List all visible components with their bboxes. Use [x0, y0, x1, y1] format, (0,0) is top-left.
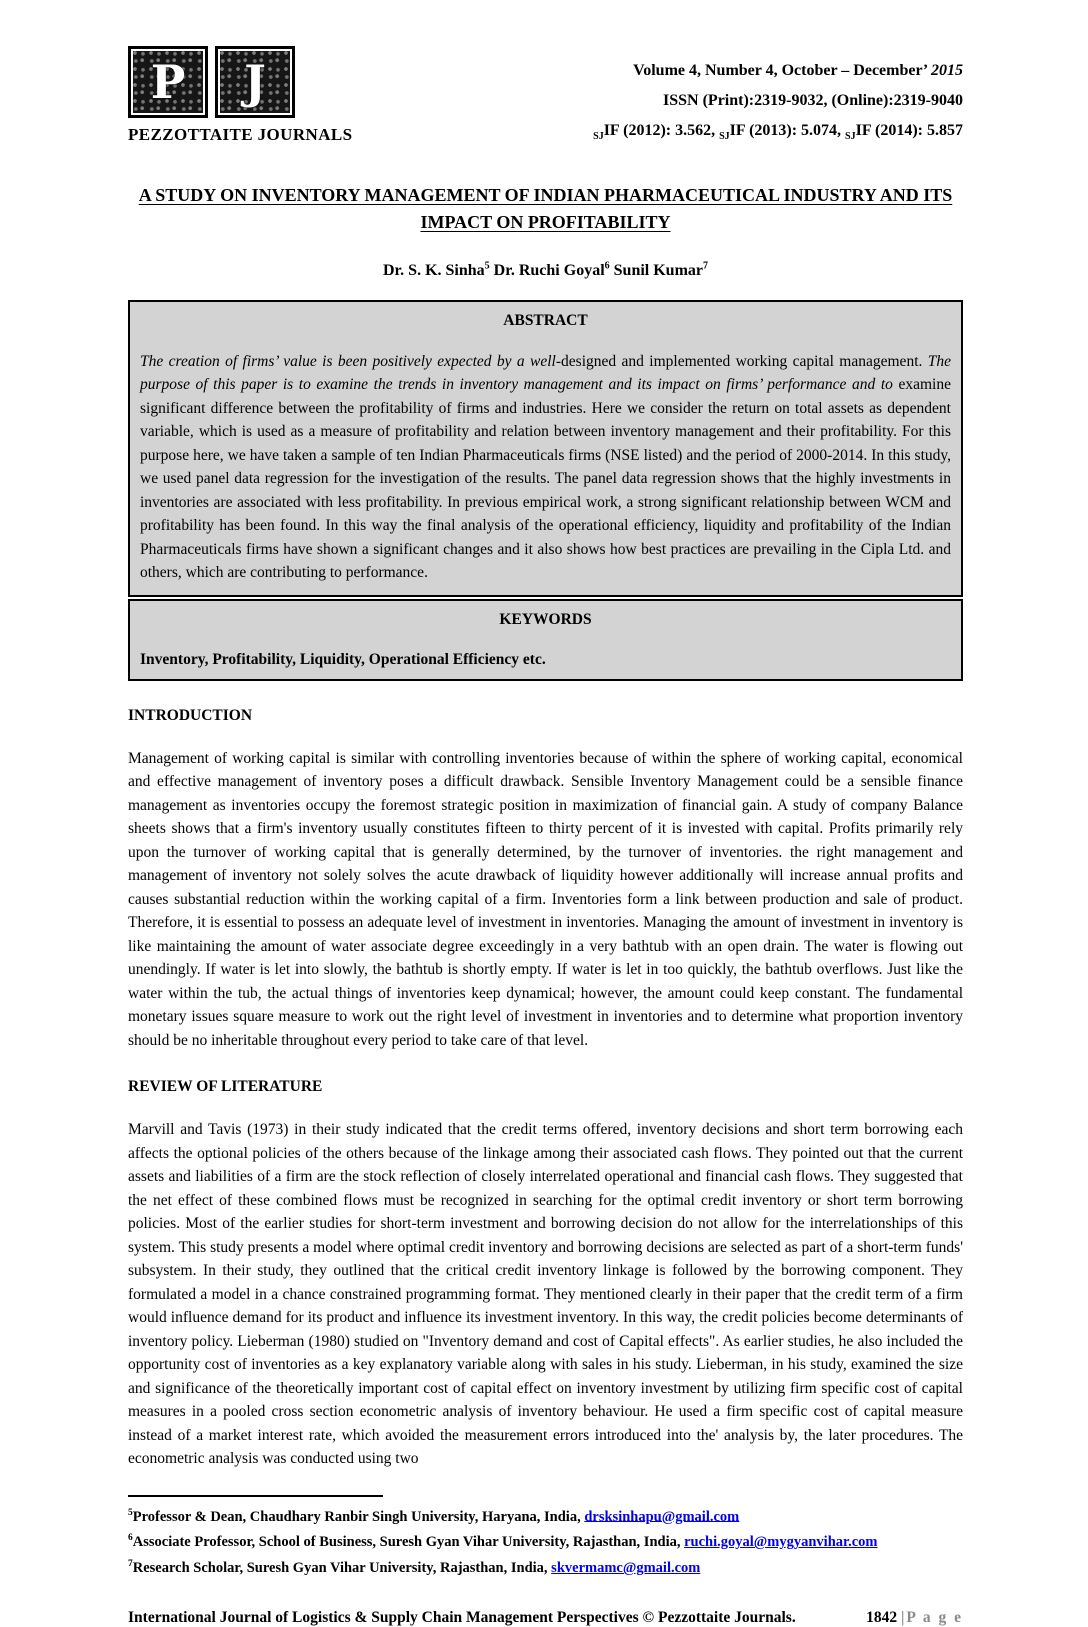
email-link-goyal[interactable]: ruchi.goyal@mygyanvihar.com — [684, 1534, 878, 1551]
sjif-text-3: IF (2014): 5.857 — [855, 122, 963, 139]
footnote-separator — [128, 1495, 383, 1497]
author-1 — [383, 262, 490, 279]
abstract-heading: ABSTRACT — [503, 311, 588, 329]
introduction-heading: INTRODUCTION — [128, 706, 253, 724]
abstract-text — [140, 350, 951, 585]
author-1-affiliation-ref: 5 — [484, 260, 490, 272]
sjif-sub-2: SJ — [719, 131, 730, 143]
volume-year: 2015 — [931, 62, 963, 79]
issue-info — [593, 46, 963, 152]
authors-line — [128, 260, 963, 279]
paper-title-text: A STUDY ON INVENTORY MANAGEMENT OF INDIAN PHARMACEUTICAL INDUSTRY AND ITS IMPACT ON PROFITABILITY — [138, 185, 953, 233]
journal-name: PEZZOTTAITE JOURNALS — [128, 125, 353, 144]
review-paragraph: Marvill and Tavis (1973) in their study indicated that the credit terms offered, inventory decisions and short term borrowing each affects the optional policies of the others because of the linkage among their associated cash flows. They pointed out that the current assets and liabilities of a firm are the stock reflection of closely interrelated operational and financial cash flows. They suggested that the net effect of these combined flows must be recognized in searching for the optimal credit inventory or short term borrowing policies. Most of the earlier studies for short-term investment and borrowing decision do not allow for the interrelationships of this system. This study presents a model where optimal credit inventory and borrowing decisions are selected as part of a short-term funds' subsystem. In their study, they outlined that the critical credit inventory linkage is followed by the borrowing component. They formulated a model in a chance constrained programming format. They mentioned clearly in their paper that the credit term of a firm would influence demand for its product and influence its investment inventory. In this way, the credit policies become determinants of inventory policy. Lieberman (1980) studied on "Inventory demand and cost of Capital effects". As earlier studies, he also included the opportunity cost of inventories as a key explanatory variable along with sales in his study. Lieberman, in his study, examined the size and significance of the theoretically important cost of capital effect on inventory investment by utilizing firm specific cost of capital measures in a pooled cross section econometric analysis of inventory behaviour. He used a firm specific cost of capital measure instead of a market interest rate, which avoided the measurement errors introduced into the' analysis by, the later procedures. The econometric analysis was conducted using two — [128, 1121, 963, 1468]
keywords-box — [128, 599, 963, 681]
page-footer — [128, 1609, 963, 1627]
footnote-6-marker: 6 — [128, 1533, 133, 1544]
abstract-italic-1: The creation of firms’ value is been positively expected by a well — [140, 352, 556, 370]
sjif-text-2: IF (2013): 5.074, — [729, 122, 846, 139]
page-number-block — [866, 1609, 963, 1627]
footnote-6-text: Associate Professor, School of Business, Suresh Gyan Vihar University, Rajasthan, India, — [132, 1534, 685, 1551]
logo-letter-j-icon: J — [215, 46, 295, 118]
journal-logo — [128, 46, 352, 145]
author-3 — [614, 262, 708, 279]
paper-title — [128, 182, 963, 236]
footnote-7-marker: 7 — [128, 1559, 133, 1570]
email-link-kumar[interactable]: skvermamc@gmail.com — [551, 1560, 701, 1576]
keywords-text: Inventory, Profitability, Liquidity, Operational Efficiency etc. — [140, 650, 546, 668]
volume-text: Volume 4, Number 4, October – December’ — [633, 62, 931, 79]
footnote-7 — [128, 1553, 963, 1579]
author-2 — [494, 262, 610, 279]
volume-line — [593, 56, 963, 86]
abstract-regular-1: -designed and implemented working capital management. — [555, 352, 928, 370]
author-3-name: Sunil Kumar — [613, 261, 703, 279]
logo-letter-p-icon: P — [128, 46, 208, 118]
sjif-line — [593, 116, 963, 152]
footnote-5 — [128, 1502, 963, 1528]
keywords-heading: KEYWORDS — [499, 610, 592, 628]
footnote-6 — [128, 1527, 963, 1553]
footnote-5-marker: 5 — [128, 1507, 133, 1518]
journal-footer-title: International Journal of Logistics & Supply Chain Management Perspectives © Pezzottaite Journals. — [128, 1609, 796, 1626]
abstract-box — [128, 300, 963, 597]
abstract-italic-2: The purpose of this paper is to examine the trends in inventory management and its impact on firms’ performance and to — [140, 352, 952, 394]
sjif-sub-1: SJ — [593, 131, 604, 143]
sjif-sub-3: SJ — [845, 131, 856, 143]
footnotes — [128, 1502, 963, 1579]
author-1-name: Dr. S. K. Sinha — [382, 261, 485, 279]
author-3-affiliation-ref: 7 — [703, 260, 708, 272]
issn-line: ISSN (Print):2319-9032, (Online):2319-9040 — [663, 92, 963, 109]
footnote-7-text: Research Scholar, Suresh Gyan Vihar University, Rajasthan, India, — [132, 1560, 552, 1576]
page-number: 1842 — [866, 1609, 898, 1626]
logo-monogram-icon — [128, 46, 352, 118]
page-suffix: |P a g e — [900, 1609, 963, 1626]
author-2-affiliation-ref: 6 — [604, 260, 610, 272]
footnote-5-text: Professor & Dean, Chaudhary Ranbir Singh University, Haryana, India, — [132, 1508, 585, 1525]
abstract-regular-2: examine significant difference between the profitability of firms and industries. Here we consider the return on total assets as dependent variable, which is used as a measure of profitability and relation between inventory management and their profitability. For this purpose here, we have taken a sample of ten Indian Pharmaceuticals firms (NSE listed) and the period of 2000-2014. In this study, we used panel data regression for the investigation of the results. The panel data regression shows that the highly investments in inventories are associated with less profitability. In previous empirical work, a strong significant relationship between WCM and profitability has been found. In this way the final analysis of the operational efficiency, liquidity and profitability of the Indian Pharmaceuticals firms have shown a significant changes and it also shows how best practices are prevailing in the Cipla Ltd. and others, which are contributing to performance. — [140, 376, 951, 582]
email-link-sinha[interactable]: drsksinhapu@gmail.com — [584, 1508, 740, 1525]
review-heading: REVIEW OF LITERATURE — [128, 1078, 323, 1096]
introduction-paragraph: Management of working capital is similar with controlling inventories because of within the sphere of working capital, economical and effective management of inventory poses a difficult drawback. Sensible Inventory Management could be a sensible finance management as inventories occupy the foremost strategic position in maximization of financial gain. A study of company Balance sheets shows that a firm's inventory usually constitutes fifteen to thirty percent of it is invested with capital. Profits primarily rely upon the turnover of working capital that is generally determined, by the turnover of inventories. the right management and management of inventory not solely solves the acute drawback of liquidity however additionally will increase annual profits and causes substantial reduction within the working capital of a firm. Inventories form a link between production and sale of product. Therefore, it is essential to possess an adequate level of investment in inventories. Managing the amount of investment in inventory is like maintaining the amount of water associate degree exceedingly in a very bathtub with an open drain. The water is flowing out unendingly. If water is let into slowly, the bathtub is shortly empty. If water is let in too quickly, the bathtub overflows. Just like the water within the tub, the actual things of inventories keep dynamical; however, the amount could keep constant. The fundamental monetary issues square measure to work out the right level of investment in inventories and to determine what proportion inventory should be no inheritable throughout every period to take care of that level. — [128, 749, 963, 1049]
sjif-text-1: IF (2012): 3.562, — [603, 122, 720, 139]
author-2-name: Dr. Ruchi Goyal — [493, 261, 605, 279]
journal-header — [128, 46, 963, 152]
